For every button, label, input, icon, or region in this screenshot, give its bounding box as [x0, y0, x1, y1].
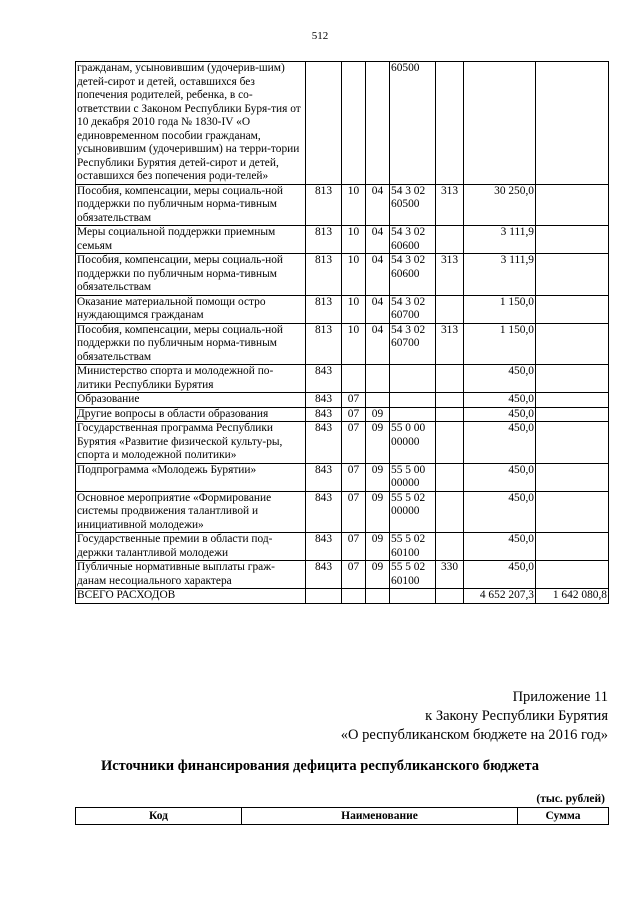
table-row: [76, 295, 609, 323]
section-code-cell: 07: [342, 407, 366, 422]
unit-label: (тыс. рублей): [536, 793, 605, 805]
expense-type-cell: [436, 589, 464, 604]
header-sum: Сумма: [518, 808, 609, 825]
item-name-cell: Подпрограмма «Молодежь Бурятии»: [76, 463, 306, 491]
table-row: [76, 184, 609, 226]
table-row: [76, 323, 609, 365]
total-extra-cell: [536, 365, 609, 393]
amount-cell: 1 150,0: [464, 295, 536, 323]
amount-cell: [464, 62, 536, 185]
ministry-code-cell: 843: [306, 393, 342, 408]
item-name-cell: гражданам, усыновившим (удочерив-шим) детей-сирот и детей, оставшихся без попечения родителей, ребенка, в со-ответствии с Законом Республики Буря-тия от 10 декабря 2010 года № 1830-IV «О единовременном пособии гражданам, усыновившим (удочерившим) на терри-тории Республики Бурятия детей-сирот и детей, оставшихся без попечения роди-телей»: [76, 62, 306, 185]
ministry-code-cell: 843: [306, 491, 342, 533]
total-extra-cell: [536, 323, 609, 365]
item-name-cell: Оказание материальной помощи остро нуждающимся гражданам: [76, 295, 306, 323]
item-name-cell: Пособия, компенсации, меры социаль-ной поддержки по публичным норма-тивным обязательствам: [76, 254, 306, 296]
target-code-cell: 54 3 02 60700: [390, 295, 436, 323]
ministry-code-cell: 813: [306, 184, 342, 226]
total-extra-cell: [536, 422, 609, 464]
target-code-cell: 55 0 00 00000: [390, 422, 436, 464]
section-code-cell: 07: [342, 561, 366, 589]
expense-type-cell: 313: [436, 184, 464, 226]
target-code-cell: [390, 589, 436, 604]
expense-type-cell: [436, 533, 464, 561]
expense-type-cell: [436, 422, 464, 464]
item-name-cell: Образование: [76, 393, 306, 408]
table-row: [76, 62, 609, 185]
sources-table: [75, 807, 609, 825]
section-code-cell: [342, 62, 366, 185]
subsection-code-cell: 04: [366, 295, 390, 323]
section-code-cell: 07: [342, 422, 366, 464]
appendix-law: к Закону Республики Бурятия: [425, 708, 608, 724]
item-name-cell: Государственные премии в области под-держки талантливой молодежи: [76, 533, 306, 561]
section-code-cell: 10: [342, 184, 366, 226]
table-row: [76, 589, 609, 604]
expense-type-cell: 313: [436, 323, 464, 365]
subsection-code-cell: [366, 365, 390, 393]
total-extra-cell: [536, 463, 609, 491]
section-code-cell: 07: [342, 491, 366, 533]
subsection-code-cell: 09: [366, 491, 390, 533]
appendix-number: Приложение 11: [512, 689, 608, 705]
total-extra-cell: [536, 393, 609, 408]
total-extra-cell: [536, 561, 609, 589]
section-code-cell: 10: [342, 323, 366, 365]
amount-cell: 4 652 207,3: [464, 589, 536, 604]
ministry-code-cell: 843: [306, 422, 342, 464]
amount-cell: 3 111,9: [464, 226, 536, 254]
target-code-cell: 55 5 02 60100: [390, 561, 436, 589]
amount-cell: 450,0: [464, 407, 536, 422]
target-code-cell: [390, 393, 436, 408]
subsection-code-cell: [366, 589, 390, 604]
target-code-cell: 54 3 02 60700: [390, 323, 436, 365]
section-code-cell: [342, 589, 366, 604]
item-name-cell: Пособия, компенсации, меры социаль-ной поддержки по публичным норма-тивным обязательствам: [76, 184, 306, 226]
subsection-code-cell: 04: [366, 184, 390, 226]
table-row: [76, 254, 609, 296]
item-name-cell: Министерство спорта и молодежной по-литики Республики Бурятия: [76, 365, 306, 393]
total-extra-cell: [536, 491, 609, 533]
item-name-cell: Публичные нормативные выплаты граж-данам несоциального характера: [76, 561, 306, 589]
item-name-cell: Другие вопросы в области образования: [76, 407, 306, 422]
item-name-cell: Основное мероприятие «Формирование системы продвижения талантливой и инициативной молодежи»: [76, 491, 306, 533]
expense-type-cell: [436, 407, 464, 422]
expense-type-cell: 313: [436, 254, 464, 296]
total-extra-cell: [536, 62, 609, 185]
total-extra-cell: [536, 226, 609, 254]
subsection-code-cell: 09: [366, 561, 390, 589]
subsection-code-cell: [366, 62, 390, 185]
ministry-code-cell: 843: [306, 365, 342, 393]
target-code-cell: 55 5 02 60100: [390, 533, 436, 561]
subsection-code-cell: 09: [366, 463, 390, 491]
item-name-cell: ВСЕГО РАСХОДОВ: [76, 589, 306, 604]
table-row: [76, 422, 609, 464]
target-code-cell: 55 5 02 00000: [390, 491, 436, 533]
target-code-cell: 60500: [390, 62, 436, 185]
ministry-code-cell: 813: [306, 254, 342, 296]
total-extra-cell: [536, 184, 609, 226]
sources-heading: Источники финансирования дефицита республиканского бюджета: [100, 758, 540, 774]
section-code-cell: 10: [342, 295, 366, 323]
total-extra-cell: [536, 407, 609, 422]
expense-type-cell: [436, 491, 464, 533]
item-name-cell: Государственная программа Республики Бурятия «Развитие физической культу-ры, спорта и молодежной политики»: [76, 422, 306, 464]
total-extra-cell: [536, 533, 609, 561]
ministry-code-cell: 813: [306, 226, 342, 254]
sources-header-row: [76, 808, 609, 825]
ministry-code-cell: 843: [306, 533, 342, 561]
subsection-code-cell: 04: [366, 226, 390, 254]
amount-cell: 450,0: [464, 463, 536, 491]
table-row: [76, 533, 609, 561]
amount-cell: 450,0: [464, 365, 536, 393]
expense-type-cell: [436, 295, 464, 323]
amount-cell: 3 111,9: [464, 254, 536, 296]
target-code-cell: 55 5 00 00000: [390, 463, 436, 491]
amount-cell: 450,0: [464, 422, 536, 464]
table-row: [76, 561, 609, 589]
ministry-code-cell: 843: [306, 407, 342, 422]
total-extra-cell: [536, 254, 609, 296]
ministry-code-cell: [306, 589, 342, 604]
page-number: 512: [311, 30, 329, 42]
total-extra-cell: [536, 295, 609, 323]
expense-type-cell: [436, 226, 464, 254]
ministry-code-cell: 813: [306, 323, 342, 365]
ministry-code-cell: 843: [306, 463, 342, 491]
total-extra-cell: 1 642 080,8: [536, 589, 609, 604]
amount-cell: 30 250,0: [464, 184, 536, 226]
expense-type-cell: [436, 62, 464, 185]
section-code-cell: [342, 365, 366, 393]
item-name-cell: Меры социальной поддержки приемным семьям: [76, 226, 306, 254]
appendix-caption: [341, 688, 608, 745]
section-code-cell: 07: [342, 533, 366, 561]
expense-type-cell: [436, 365, 464, 393]
section-code-cell: 10: [342, 254, 366, 296]
ministry-code-cell: [306, 62, 342, 185]
amount-cell: 450,0: [464, 533, 536, 561]
subsection-code-cell: 04: [366, 254, 390, 296]
header-name: Наименование: [242, 808, 518, 825]
table-row: [76, 491, 609, 533]
target-code-cell: 54 3 02 60500: [390, 184, 436, 226]
subsection-code-cell: [366, 393, 390, 408]
item-name-cell: Пособия, компенсации, меры социаль-ной поддержки по публичным норма-тивным обязательствам: [76, 323, 306, 365]
table-row: [76, 463, 609, 491]
subsection-code-cell: 04: [366, 323, 390, 365]
expense-type-cell: [436, 393, 464, 408]
target-code-cell: [390, 407, 436, 422]
expense-type-cell: 330: [436, 561, 464, 589]
expenditure-table-body: [76, 62, 609, 604]
table-row: [76, 407, 609, 422]
amount-cell: 450,0: [464, 561, 536, 589]
amount-cell: 450,0: [464, 393, 536, 408]
ministry-code-cell: 813: [306, 295, 342, 323]
expense-type-cell: [436, 463, 464, 491]
section-code-cell: 10: [342, 226, 366, 254]
table-row: [76, 393, 609, 408]
table-row: [76, 226, 609, 254]
ministry-code-cell: 843: [306, 561, 342, 589]
appendix-law-title: «О республиканском бюджете на 2016 год»: [340, 727, 608, 743]
subsection-code-cell: 09: [366, 533, 390, 561]
amount-cell: 450,0: [464, 491, 536, 533]
section-code-cell: 07: [342, 393, 366, 408]
subsection-code-cell: 09: [366, 407, 390, 422]
target-code-cell: 54 3 02 60600: [390, 226, 436, 254]
subsection-code-cell: 09: [366, 422, 390, 464]
table-row: [76, 365, 609, 393]
amount-cell: 1 150,0: [464, 323, 536, 365]
target-code-cell: 54 3 02 60600: [390, 254, 436, 296]
section-code-cell: 07: [342, 463, 366, 491]
expenditure-table: [75, 61, 609, 604]
target-code-cell: [390, 365, 436, 393]
header-code: Код: [76, 808, 242, 825]
